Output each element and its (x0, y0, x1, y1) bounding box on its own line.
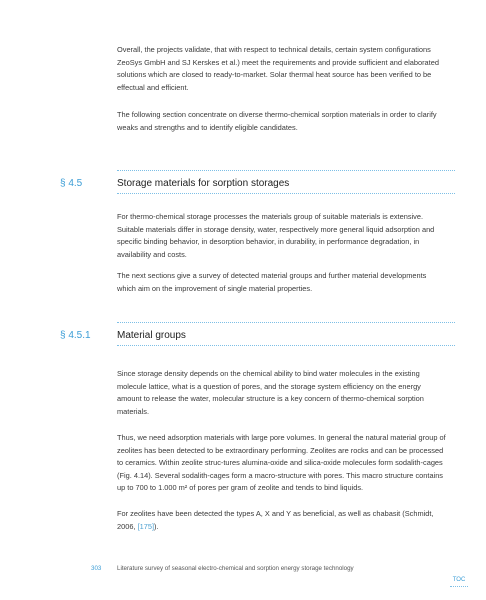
section-title: Storage materials for sorption storages (117, 178, 290, 189)
paragraph-zeolite-types-text: For zeolites have been detected the types A, X and Y as beneficial, as well as chabasit (Schmidt, 2006, (117, 509, 434, 531)
toc-divider (450, 586, 468, 587)
subsection-title: Material groups (117, 330, 186, 341)
reference-link[interactable]: [175] (137, 521, 155, 531)
paragraph-adsorption-materials: Thus, we need adsorption materials with large pore volumes. In general the natural material group of zeolites has been detected to be extraordinary performing. Zeolites are rocks and can be processed to ceramics. Within zeolite struc-tures alumina-oxide and silica-oxide molecules form sodalith-cages (Fig. 4.14). Several sodalith-cages form a macro-structure with pores. This macro structure contains up to 700 to 1.000 m² of pores per gram of zeolite and tends to bind liquids. (117, 433, 446, 493)
section-number: § 4.5 (60, 178, 83, 189)
paragraph-following-section: The following section concentrate on diverse thermo-chemical sorption materials in order to clarify weaks and strengths and to identify eligible candidates. (117, 110, 437, 132)
section-heading-4-5-1 (60, 329, 455, 345)
section-divider-top (117, 170, 455, 171)
paragraph-next-sections: The next sections give a survey of detected material groups and further material developments which aim on the improvement of single material properties. (117, 271, 427, 293)
subsection-number: § 4.5.1 (60, 330, 91, 341)
section-divider-bottom (117, 193, 455, 194)
page-number: 303 (91, 565, 102, 572)
running-title: Literature survey of seasonal electro-chemical and sorption energy storage technology (117, 565, 354, 572)
paragraph-zeolite-types-end: ). (154, 521, 159, 531)
subsection-divider-bottom (117, 345, 455, 346)
paragraph-thermo-chemical-storage: For thermo-chemical storage processes the materials group of suitable materials is extensive. Suitable materials differ in storage density, water, respectively more general liquid adsorption and specific binding behavior, in desorption behavior, in durability, in performance degradation, in availability and costs. (117, 212, 435, 259)
paragraph-projects-validate: Overall, the projects validate, that with respect to technical details, certain system configurations ZeoSys GmbH and SJ Kerskes et al.) meet the requirements and provide sufficient and elaborated solutions which are closed to ready-to-market. Solar thermal heat source has been verified to be effectual and efficient. (117, 45, 439, 92)
paragraph-zeolite-types (117, 508, 447, 533)
paragraph-storage-density: Since storage density depends on the chemical ability to bind water molecules in the existing molecule lattice, what is a question of pores, and the storage system efficiency on the energy amount to release the water, molecular structure is a key concern of thermo-chemical sorption materials. (117, 369, 424, 416)
subsection-divider-top (117, 322, 455, 323)
section-heading-4-5 (60, 177, 455, 193)
toc-link[interactable]: TOC (452, 577, 466, 583)
